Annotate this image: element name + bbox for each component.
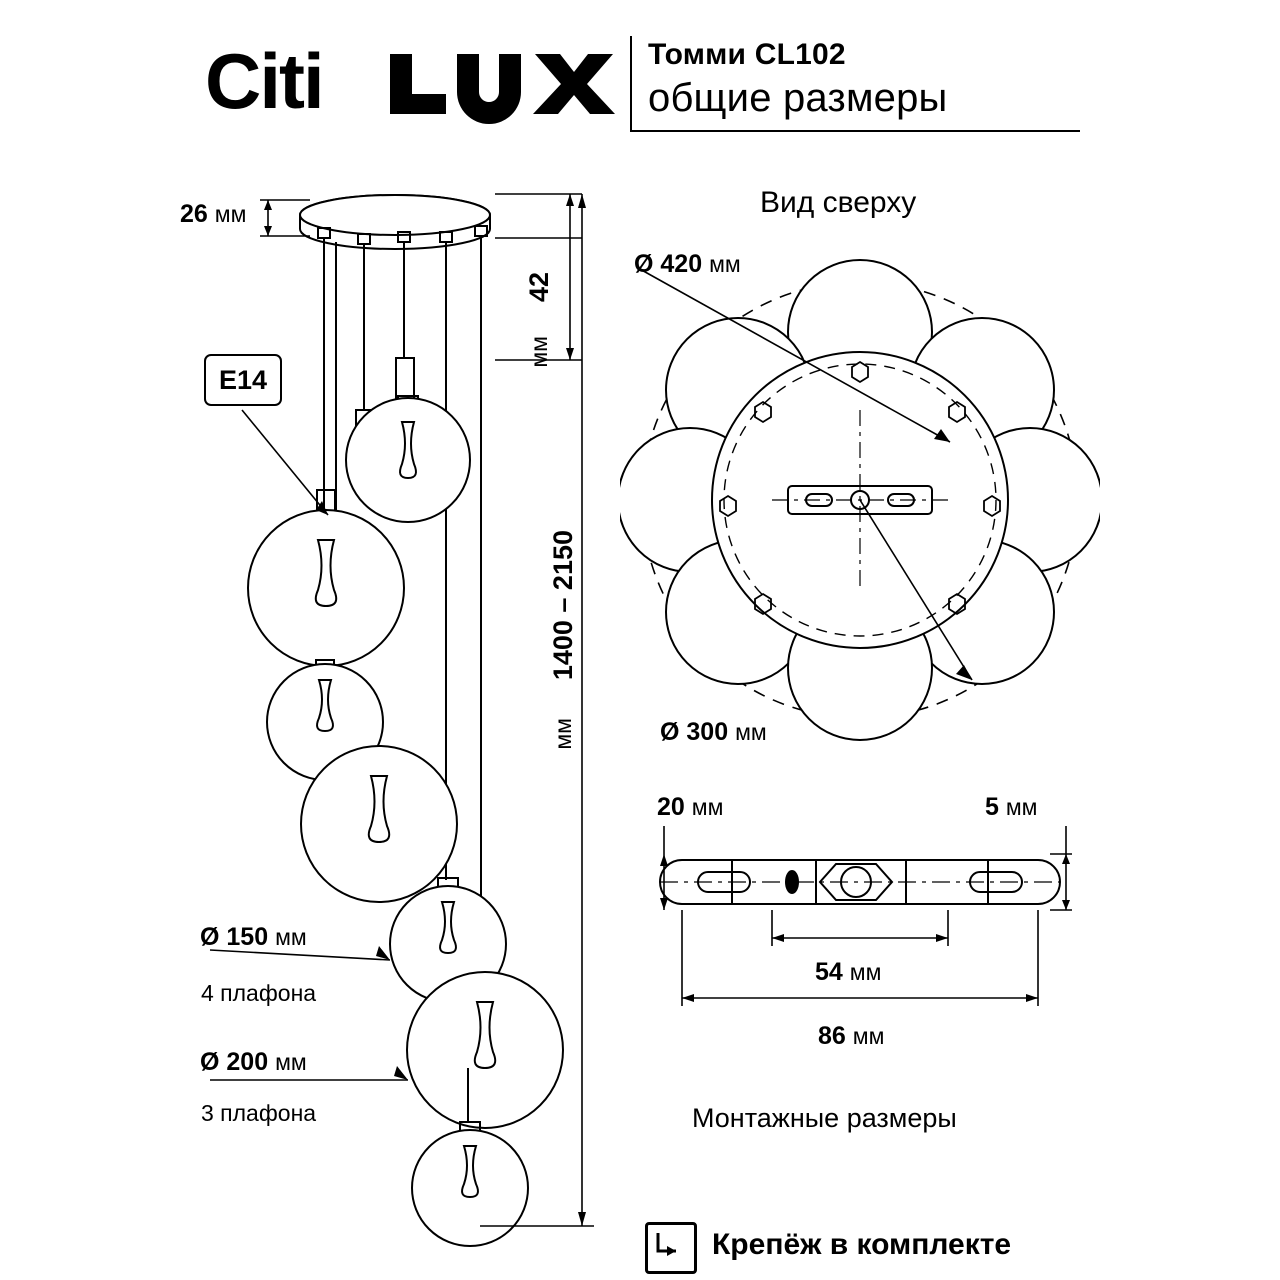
hardware-included-label: Крепёж в комплекте	[712, 1228, 1012, 1261]
header-divider-vertical	[630, 36, 632, 132]
canopy-height-label: 26 мм	[180, 200, 247, 228]
shade-small-count-label: 4 плафона	[201, 980, 317, 1006]
shade-large-diameter-label: Ø 200 мм	[200, 1048, 307, 1076]
svg-text:Citi: Citi	[205, 40, 323, 125]
mount-inner-span-label: 54 мм	[815, 958, 882, 986]
header-divider-horizontal	[630, 130, 1080, 132]
title-block	[648, 38, 948, 121]
elevation-view	[150, 160, 620, 1250]
socket-height-unit: мм	[526, 336, 552, 368]
top-view-base-diameter-label: Ø 300 мм	[660, 718, 767, 746]
total-height-label: 1400 – 2150	[548, 530, 578, 681]
socket-height-label: 42	[524, 272, 554, 303]
mount-height-label: 5 мм	[985, 793, 1038, 821]
drawing-subtitle: общие размеры	[648, 76, 948, 120]
mount-view-title: Монтажные размеры	[692, 1103, 957, 1133]
top-view-drawing	[620, 250, 1100, 750]
top-view-outer-diameter-label: Ø 420 мм	[634, 250, 741, 278]
mount-outer-span-label: 86 мм	[818, 1022, 885, 1050]
brand-logo	[205, 40, 625, 130]
arrow-corner-icon	[645, 1222, 697, 1274]
model-name: Томми CL102	[648, 38, 846, 71]
mount-width-label: 20 мм	[657, 793, 724, 821]
lamp-base-badge	[204, 354, 282, 406]
total-height-unit: мм	[550, 718, 576, 750]
top-view-title: Вид сверху	[760, 186, 917, 219]
shade-large-count-label: 3 плафона	[201, 1100, 317, 1126]
lamp-base-label: E14	[218, 364, 268, 395]
shade-small-diameter-label: Ø 150 мм	[200, 923, 307, 951]
